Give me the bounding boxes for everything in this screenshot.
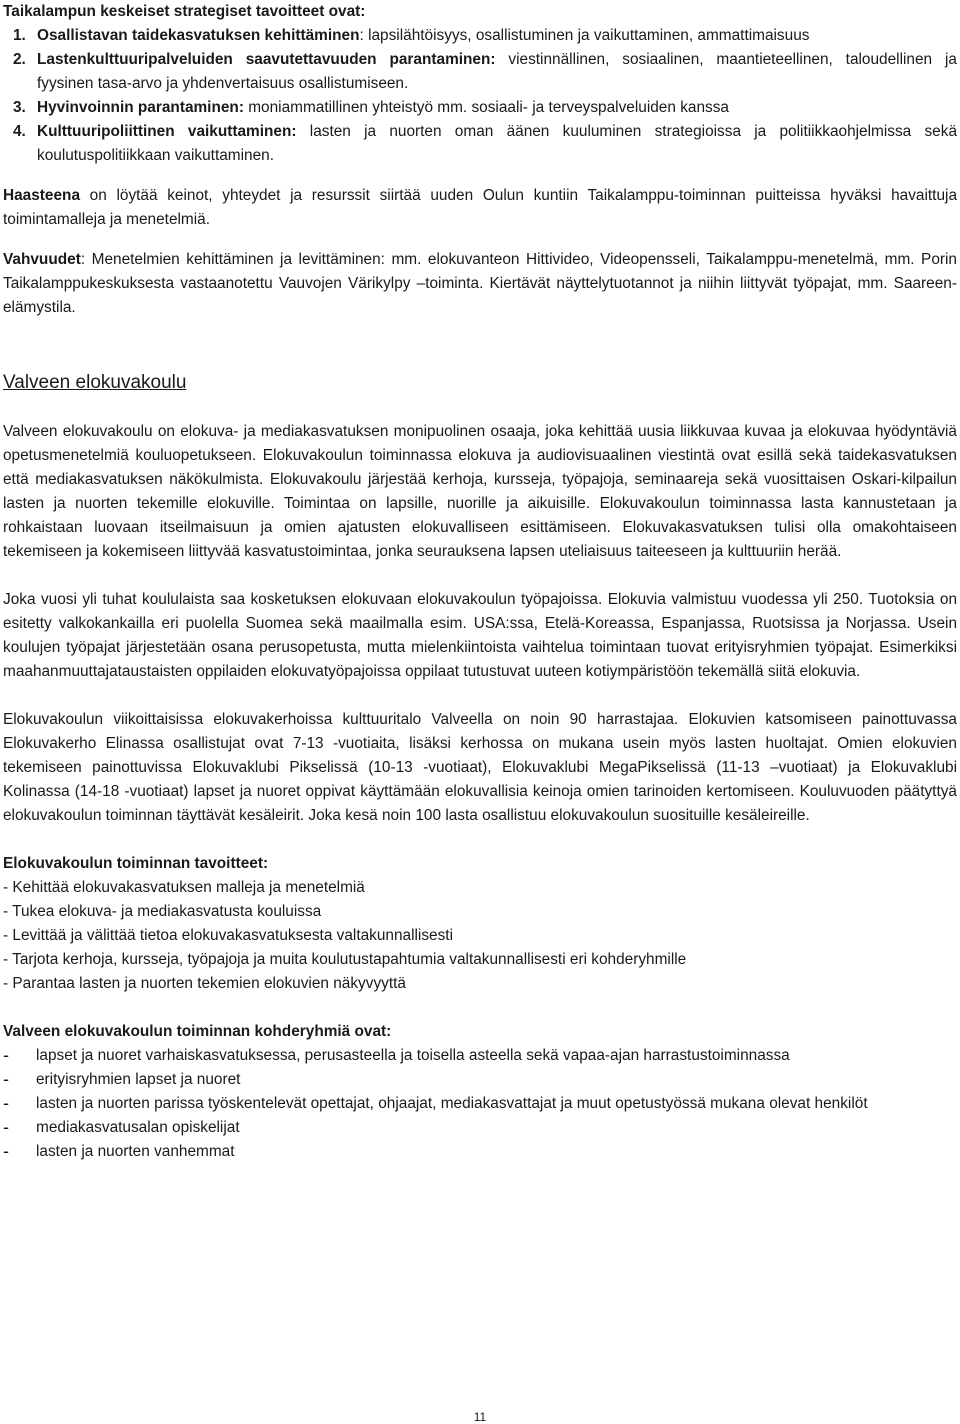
strategy-item: 2. Lastenkulttuuripalveluiden saavutettavuuden parantaminen: viestinnällinen, sosiaalinen, maantieteellinen, taloudellinen ja fyysinen tasa-arvo ja yhdenvertaisuus osallistumiseen. [13,51,957,92]
dash-marker: - [3,1141,9,1161]
group-item: - lapset ja nuoret varhaiskasvatuksessa, perusasteella ja toisella asteella sekä vapaa-ajan harrastustoiminnassa [3,1045,790,1065]
challenge-paragraph: Haasteena on löytää keinot, yhteydet ja resurssit siirtää uuden Oulun kuntiin Taikalamppu-toiminnan puitteissa hyväksi havaittuja toimintamalleja ja menetelmiä. [3,187,957,228]
document-page [3,0,957,1164]
dash-marker: - [3,1117,9,1137]
section-title: Valveen elokuvakoulu [3,372,187,393]
strategy-item: 3. Hyvinvoinnin parantaminen: moniammatillinen yhteistyö mm. sosiaali- ja terveyspalveluiden kanssa [13,99,729,116]
strategy-heading: Taikalampun keskeiset strategiset tavoitteet ovat: [3,3,366,20]
goal-item: - Tukea elokuva- ja mediakasvatusta kouluissa [3,903,322,920]
goal-item: - Kehittää elokuvakasvatuksen malleja ja menetelmiä [3,879,365,896]
goals-list [3,876,957,996]
page-number: 11 [473,1410,487,1424]
goals-heading: Elokuvakoulun toiminnan tavoitteet: [3,855,269,872]
dash-marker: - [3,1069,9,1089]
strategy-item: 1. Osallistavan taidekasvatuksen kehittäminen: lapsilähtöisyys, osallistuminen ja vaikuttaminen, ammattimaisuus [13,27,810,44]
goal-item: - Parantaa lasten ja nuorten tekemien elokuvien näkyvyyttä [3,975,406,992]
group-item: - erityisryhmien lapset ja nuoret [3,1069,241,1089]
goal-item: - Levittää ja välittää tietoa elokuvakasvatuksesta valtakunnallisesti [3,927,453,944]
groups-list [3,1044,957,1164]
body-paragraph: Joka vuosi yli tuhat koululaista saa kosketuksen elokuvaan elokuvakoulun työpajoissa. Elokuvia valmistuu vuodessa yli 250. Tuotoksia on esitetty valkokankailla eri puolella Suomea sekä maailmalla esim. USA:ssa, Etelä-Koreassa, Espanjassa, Ruotsissa ja Norjassa. Usein koulujen työpajat järjestetään osana perusopetusta, mutta mielenkiintoista vaihtelua toimintaan tuovat erityisryhmien työpajat. Esimerkiksi maahanmuuttajataustaisten oppilaiden elokuvatyöpajoissa oppilaat tutustuvat uuteen kotiympäristöön tekemällä siitä elokuvia. [3,591,957,680]
dash-marker: - [3,1093,9,1113]
body-paragraph: Valveen elokuvakoulu on elokuva- ja mediakasvatuksen monipuolinen osaaja, joka kehittää uusia liikkuvaa kuvaa ja elokuvaa hyödyntäviä opetusmenetelmiä kouluopetukseen. Elokuvakoulun toiminnassa elokuva ja audiovisuaalinen viestintä ovat esillä sekä taidekasvatuksen että mediakasvatuksen näkökulmista. Elokuvakoulu järjestää kerhoja, kursseja, työpajoja, seminaareja sekä vuosittaisen Oskari-kilpailun lasten ja nuorten tekemille elokuville. Toimintaa on lapsille, nuorille ja aikuisille. Elokuvakoulun toiminnassa lasta kannustetaan ja rohkaistaan luovaan itseilmaisuun ja omien ajatusten elokuvalliseen esittämiseen. Elokuvakasvatuksen tulisi olla omakohtaiseen tekemiseen ja kokemiseen liittyvää kasvatustoimintaa, jonka seurauksena lapsen uteliaisuus taiteeseen ja kulttuuriin herää. [3,423,957,560]
body-paragraph: Elokuvakoulun viikoittaisissa elokuvakerhoissa kulttuuritalo Valveella on noin 90 harrastajaa. Elokuvien katsomiseen painottuvassa Elokuvakerho Elinassa osallistujat ovat 7-13 -vuotiaita, lisäksi kerhossa on mukana usein myös lasten huoltajat. Omien elokuvien tekemiseen painottuvissa Elokuvaklubi Pikselissä (10-13 -vuotiaat), Elokuvaklubi MegaPikselissä (11-13 –vuotiaat) ja Elokuvaklubi Kolinassa (14-18 -vuotiaat) lapset ja nuoret oppivat käyttämään elokuvallisia keinoja omien tarinoiden kertomiseen. Kouluvuoden päätyttyä elokuvakoulun toiminnan täyttävät kesäleirit. Joka kesä noin 100 lasta osallistuu elokuvakoulun suosituille kesäleireille. [3,711,957,824]
strengths-paragraph: Vahvuudet: Menetelmien kehittäminen ja levittäminen: mm. elokuvanteon Hittivideo, Videopensseli, Taikalamppu-menetelmä, mm. Porin Taikalamppukeskuksesta vastaanotettu Vauvojen Värikylpy –toiminta. Kiertävät näyttelytuotannot ja niihin liittyvät työpajat, mm. Saareen-elämystila. [3,251,957,316]
strategy-item: 4. Kulttuuripoliittinen vaikuttaminen: lasten ja nuorten oman äänen kuuluminen strategioissa ja politiikkaohjelmissa sekä koulutuspolitiikkaan vaikuttaminen. [13,123,957,164]
strategy-list [3,24,957,168]
goal-item: - Tarjota kerhoja, kursseja, työpajoja ja muita koulutustapahtumia valtakunnallisesti eri kohderyhmille [3,951,687,968]
group-item: - lasten ja nuorten parissa työskentelevät opettajat, ohjaajat, mediakasvattajat ja muut opetustyössä mukana olevat henkilöt [3,1093,868,1113]
groups-heading: Valveen elokuvakoulun toiminnan kohderyhmiä ovat: [3,1023,392,1040]
dash-marker: - [3,1045,9,1065]
group-item: - mediakasvatusalan opiskelijat [3,1117,240,1137]
group-item: - lasten ja nuorten vanhemmat [3,1141,235,1161]
